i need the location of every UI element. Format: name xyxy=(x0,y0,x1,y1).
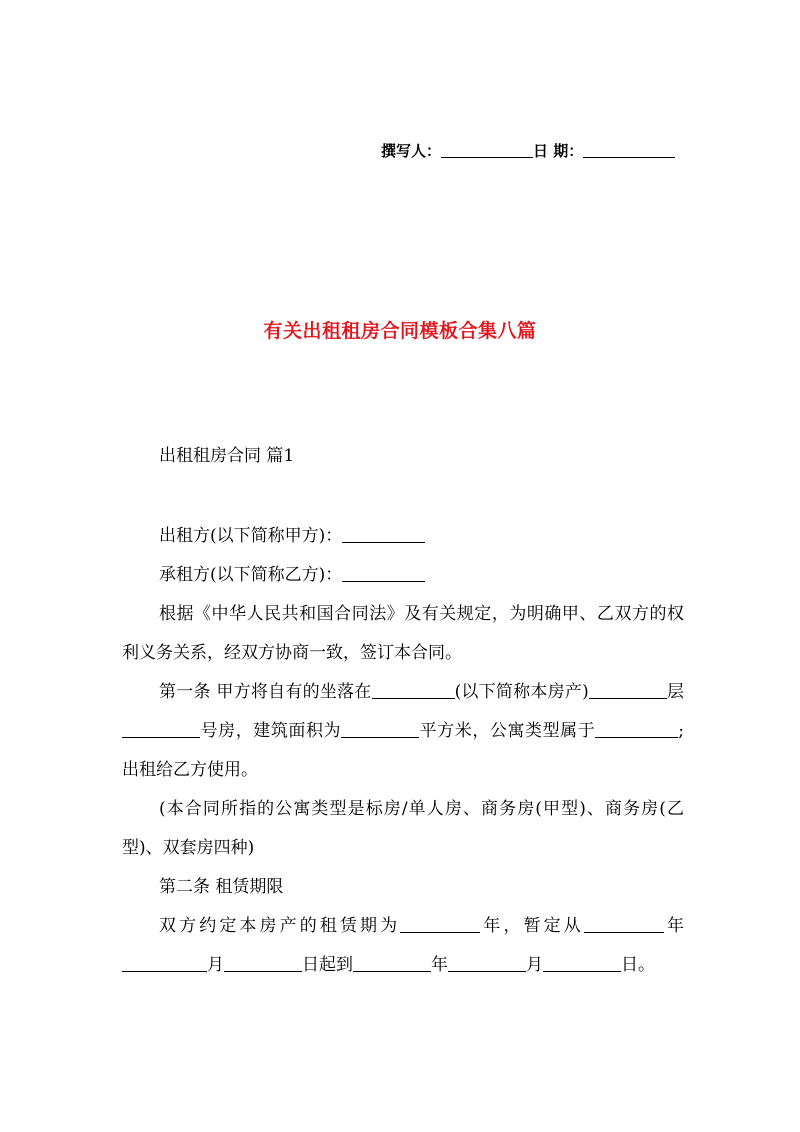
art1-text-d: 号房，建筑面积为 xyxy=(200,721,342,741)
term-blank-years xyxy=(400,918,480,933)
art1-blank-location xyxy=(372,684,455,699)
term-text-g: 月 xyxy=(526,955,543,975)
lessor-blank xyxy=(342,528,425,543)
term-text-b: 年，暂定从 xyxy=(480,916,584,936)
term-paragraph xyxy=(122,907,684,985)
term-blank-start-month xyxy=(122,957,207,972)
term-blank-end-year xyxy=(353,957,431,972)
term-text-a: 双方约定本房产的租赁期为 xyxy=(159,916,401,936)
section-heading-block xyxy=(122,437,684,476)
term-text-f: 年 xyxy=(431,955,448,975)
term-blank-end-month xyxy=(448,957,526,972)
term-text-c: 年 xyxy=(663,916,685,936)
note-paragraph: (本合同所指的公寓类型是标房/单人房、商务房(甲型)、商务房(乙型)、双套房四种) xyxy=(122,799,684,858)
art1-text-b: (以下简称本房产) xyxy=(454,682,589,702)
author-label: 撰写人： xyxy=(381,142,442,160)
date-blank xyxy=(583,156,675,158)
lessor-label: 出租方(以下简称甲方)： xyxy=(159,526,343,546)
article-2-heading: 第二条 租赁期限 xyxy=(159,877,284,897)
intro-paragraph: 根据《中华人民共和国合同法》及有关规定，为明确甲、乙双方的权利义务关系，经双方协商一致，签订本合同。 xyxy=(122,604,684,663)
document-title: 有关出租租房合同模板合集八篇 xyxy=(263,320,537,342)
lessee-blank xyxy=(342,567,425,582)
term-blank-start-year xyxy=(584,918,664,933)
art1-text-c: 层 xyxy=(666,682,685,702)
art1-text-a: 第一条 甲方将自有的坐落在 xyxy=(159,682,372,702)
lessee-line xyxy=(122,556,684,595)
art1-blank-floor xyxy=(589,684,667,699)
art1-blank-area xyxy=(341,723,419,738)
lessee-label: 承租方(以下简称乙方)： xyxy=(159,565,343,585)
term-text-e: 日起到 xyxy=(302,955,353,975)
section-heading: 出租租房合同 篇1 xyxy=(159,446,295,466)
term-blank-start-day xyxy=(224,957,302,972)
term-blank-end-day xyxy=(543,957,621,972)
author-date-line xyxy=(381,140,681,161)
term-text-d: 月 xyxy=(207,955,224,975)
art1-blank-type xyxy=(595,723,678,738)
term-text-h: 日。 xyxy=(621,955,655,975)
date-label: 日 期： xyxy=(533,142,584,160)
author-blank xyxy=(441,156,533,158)
lessor-line xyxy=(122,517,684,556)
art1-blank-room xyxy=(122,723,200,738)
art1-text-f: ;出租给乙方使用。 xyxy=(122,721,685,780)
contract-body xyxy=(122,517,684,985)
article-1-paragraph xyxy=(122,673,684,790)
art1-text-e: 平方米，公寓类型属于 xyxy=(419,721,596,741)
